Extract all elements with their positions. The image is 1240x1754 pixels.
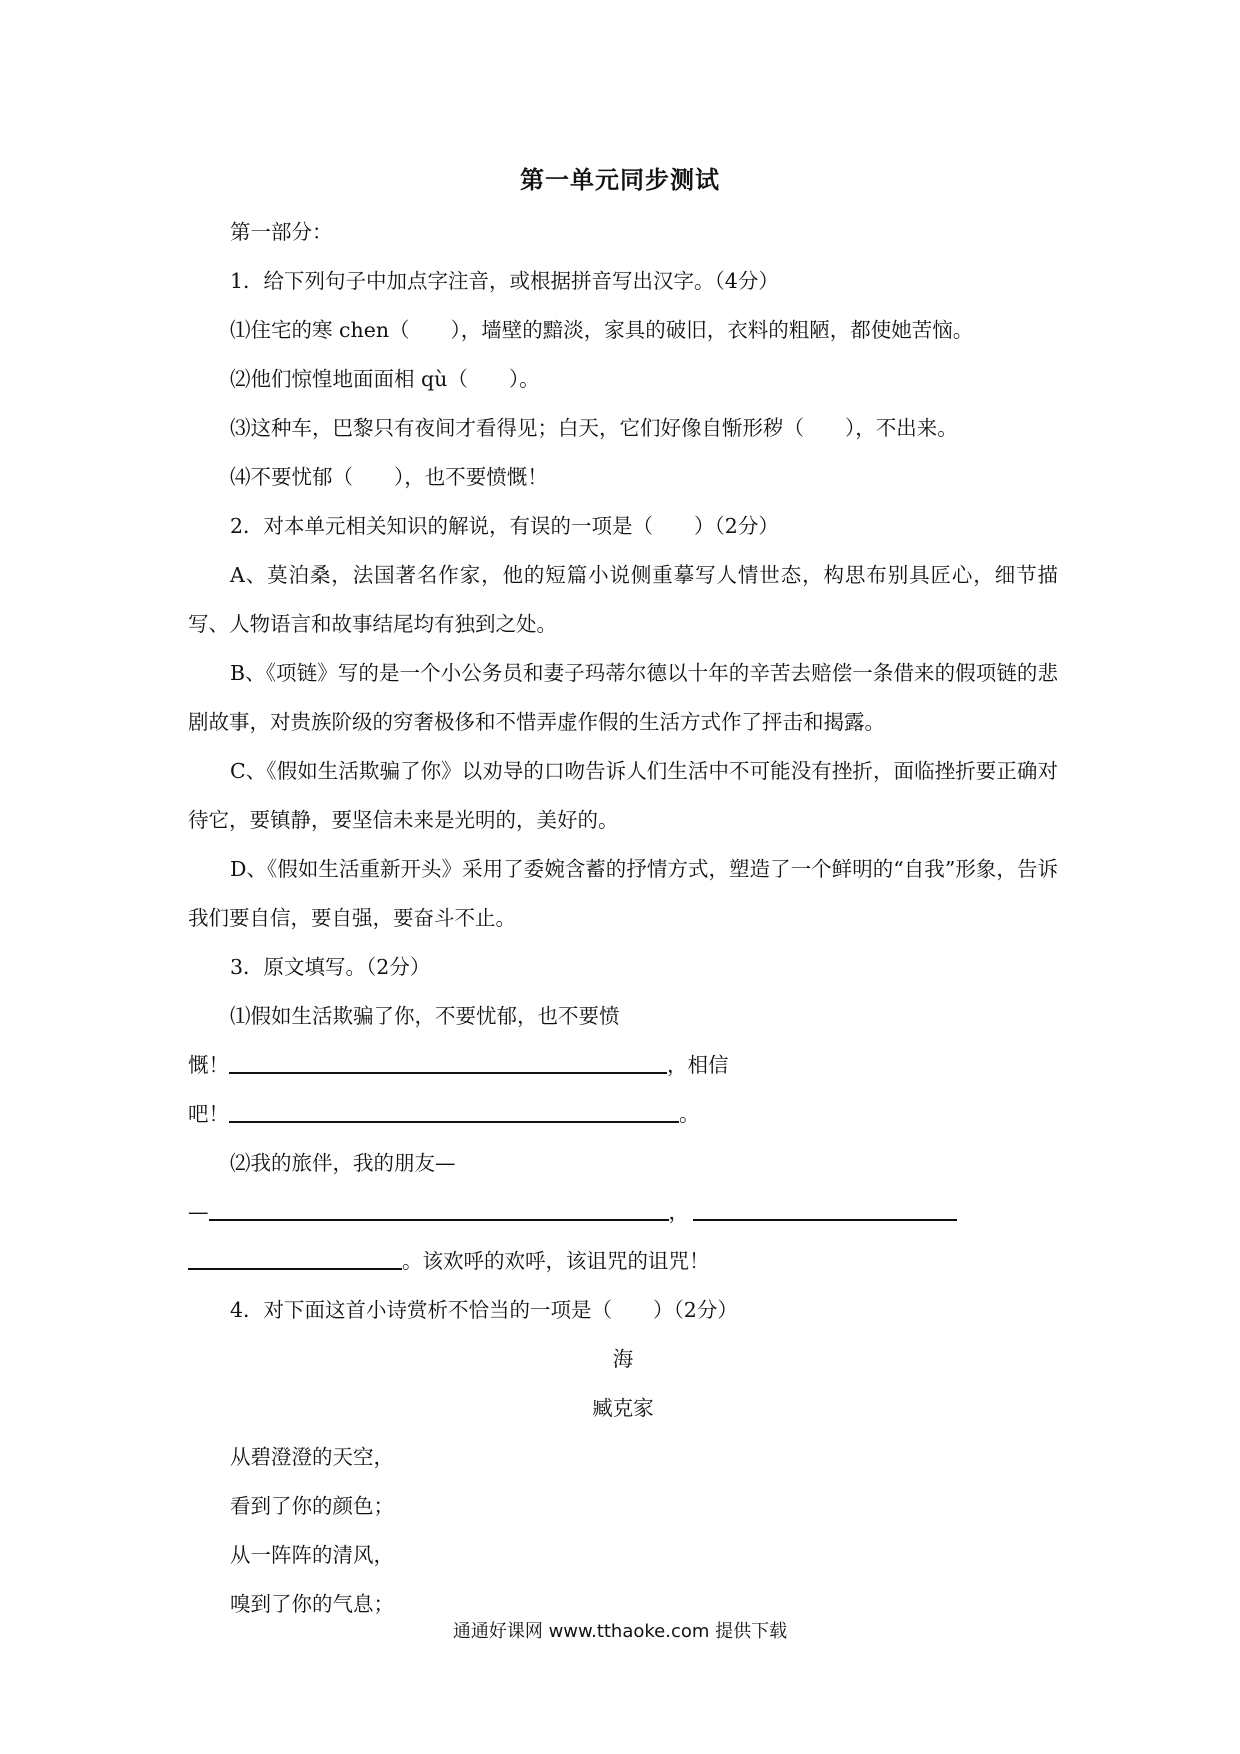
question-1-stem: 1．给下列句子中加点字注音，或根据拼音写出汉字。（4分）: [230, 269, 779, 293]
document-body: [188, 208, 1058, 1629]
question-2-stem: 2．对本单元相关知识的解说，有误的一项是（ ）（2分）: [230, 514, 779, 538]
page-footer: 通通好课网 www.tthaoke.com 提供下载: [452, 1621, 788, 1642]
fill-in-blank: [229, 1101, 679, 1123]
question-3-item-2-separator: ，: [668, 1200, 689, 1224]
poem-line: 嗅到了你的气息；: [230, 1592, 394, 1616]
question-3-line-3-suffix: 。: [679, 1102, 700, 1126]
question-2-option-b: B、《项链》写的是一个小公务员和妻子玛蒂尔德以十年的辛苦去赔偿一条借来的假项链的悲剧故事，对贵族阶级的穷奢极侈和不惜弄虚作假的生活方式作了抨击和揭露。: [188, 661, 1058, 734]
question-1-item-2: ⑵他们惊惶地面面相 qù（ ）。: [230, 367, 540, 391]
poem-author: 臧克家: [592, 1396, 654, 1420]
question-2-option-c: C、《假如生活欺骗了你》以劝导的口吻告诉人们生活中不可能没有挫折，面临挫折要正确对待它，要镇静，要坚信未来是光明的，美好的。: [188, 759, 1058, 832]
question-3-item-2-line-3: [188, 1237, 1058, 1286]
fill-in-blank: [229, 1052, 667, 1074]
poem-line: 看到了你的颜色；: [230, 1494, 394, 1518]
question-3-item-1-line-2: [188, 1041, 1058, 1090]
fill-in-blank: [209, 1199, 669, 1221]
poem-line: 从一阵阵的清风，: [230, 1543, 394, 1567]
question-3-item-1-line-3: [188, 1090, 1058, 1139]
fill-in-blank: [693, 1199, 957, 1221]
question-2-option-a: A、莫泊桑，法国著名作家，他的短篇小说侧重摹写人情世态，构思布别具匠心，细节描写、人物语言和故事结尾均有独到之处。: [188, 563, 1058, 636]
question-2-option-d: D、《假如生活重新开头》采用了委婉含蓄的抒情方式，塑造了一个鲜明的“自我”形象，告诉我们要自信，要自强，要奋斗不止。: [188, 857, 1058, 930]
question-3-stem: 3．原文填写。（2分）: [230, 955, 431, 979]
question-3-item-2-suffix: 。该欢呼的欢呼，该诅咒的诅咒！: [402, 1249, 710, 1273]
question-3-line-3-prefix: 吧！: [188, 1102, 229, 1126]
question-1-item-3: ⑶这种车，巴黎只有夜间才看得见；白天，它们好像自惭形秽（ ），不出来。: [230, 416, 958, 440]
fill-in-blank: [188, 1248, 402, 1270]
question-1-item-4: ⑷不要忧郁（ ），也不要愤慨！: [230, 465, 548, 489]
question-3-item-1-line-1: ⑴假如生活欺骗了你，不要忧郁，也不要愤: [230, 1004, 620, 1028]
question-1-item-1: ⑴住宅的寒 chen（ ），墙壁的黯淡，家具的破旧，衣料的粗陋，都使她苦恼。: [230, 318, 974, 342]
question-3-item-2-line-1: ⑵我的旅伴，我的朋友—: [230, 1151, 456, 1175]
part-label: 第一部分：: [230, 220, 333, 244]
poem-title: 海: [612, 1347, 634, 1371]
question-3-line-2-prefix: 慨！: [188, 1053, 229, 1077]
question-4-stem: 4．对下面这首小诗赏析不恰当的一项是（ ）（2分）: [230, 1298, 738, 1322]
question-3-line-2-suffix: ，相信: [667, 1053, 729, 1077]
question-3-item-2-line-2: [188, 1188, 1058, 1237]
question-3-item-2-prefix: —: [188, 1200, 209, 1224]
poem-line: 从碧澄澄的天空，: [230, 1445, 394, 1469]
page-title: 第一单元同步测试: [520, 166, 720, 194]
